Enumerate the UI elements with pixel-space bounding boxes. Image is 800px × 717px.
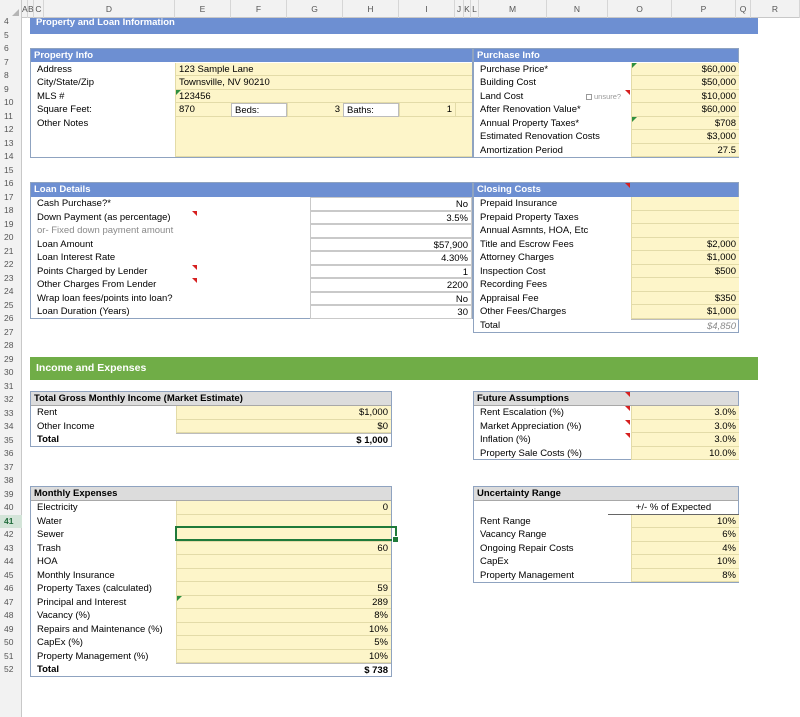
expenses-value[interactable]: 5% xyxy=(176,636,391,650)
loan_details-label: Loan Interest Rate xyxy=(37,252,116,263)
purchase_info-value[interactable]: $10,000 xyxy=(631,90,739,104)
closing_costs-value[interactable]: $2,000 xyxy=(631,238,739,252)
loan_details-value: 4.30% xyxy=(310,251,472,265)
income-box xyxy=(30,391,392,447)
expenses-label: Electricity xyxy=(37,502,78,513)
sheet-grid[interactable] xyxy=(22,18,800,717)
expenses-label: Repairs and Maintenance (%) xyxy=(37,623,163,635)
row-header[interactable]: 4 xyxy=(4,16,9,26)
future-label: Inflation (%) xyxy=(480,434,531,445)
row-header[interactable]: 52 xyxy=(4,664,14,674)
purchase_info-label: Building Cost xyxy=(480,77,536,88)
monthly-expenses-box xyxy=(30,486,392,677)
income-value[interactable]: $1,000 xyxy=(176,406,391,420)
expenses-value[interactable]: 0 xyxy=(176,501,391,515)
row-header[interactable]: 11 xyxy=(4,110,13,121)
col-header-j[interactable]: J xyxy=(455,0,464,18)
loan_details-label: Loan Amount xyxy=(37,238,93,250)
closing_costs-value[interactable] xyxy=(631,278,739,292)
uncertainty-label: Property Management xyxy=(480,569,574,581)
loan_details-value: 3.5% xyxy=(310,211,472,225)
closing_costs-value[interactable] xyxy=(631,224,739,238)
col-header-e[interactable]: E xyxy=(175,0,231,18)
income-value: $ 1,000 xyxy=(176,433,391,447)
purchase_info-value[interactable]: $60,000 xyxy=(631,103,739,117)
purchase_info-label: Amortization Period xyxy=(480,144,563,156)
comment-indicator xyxy=(625,433,630,438)
closing_costs-value[interactable]: $350 xyxy=(631,292,739,306)
future-value[interactable]: 3.0% xyxy=(631,433,739,447)
row-header[interactable]: 46 xyxy=(4,583,14,593)
row-header[interactable]: 40 xyxy=(4,502,14,512)
column-header-bar xyxy=(0,0,800,18)
row-header[interactable]: 7 xyxy=(4,56,9,67)
baths-input[interactable]: 1 xyxy=(399,103,455,117)
future-label: Property Sale Costs (%) xyxy=(480,447,582,459)
row-header[interactable]: 5 xyxy=(4,29,9,40)
col-header-q[interactable]: Q xyxy=(736,0,751,18)
row-header[interactable]: 47 xyxy=(4,596,14,607)
expenses-label: Property Taxes (calculated) xyxy=(37,583,152,594)
beds-label: Beds: xyxy=(231,103,287,117)
row-header[interactable]: 24 xyxy=(4,286,14,296)
uncertainty-value[interactable]: 8% xyxy=(631,569,739,583)
income-title: Total Gross Monthly Income (Market Estimate) xyxy=(31,392,391,406)
error-indicator xyxy=(177,596,182,601)
row-header[interactable]: 30 xyxy=(4,367,14,377)
row-header[interactable]: 39 xyxy=(4,488,14,499)
purchase_info-value[interactable]: $60,000 xyxy=(631,63,739,77)
expenses-label: HOA xyxy=(37,556,58,567)
row-header[interactable]: 51 xyxy=(4,650,14,661)
uncertainty-range-title: Uncertainty Range xyxy=(474,487,738,501)
row-header[interactable]: 23 xyxy=(4,272,14,283)
closing_costs-label: Title and Escrow Fees xyxy=(480,238,574,250)
expenses-label: Sewer xyxy=(37,529,64,540)
col-header-b[interactable]: B xyxy=(28,0,34,18)
notes-label: Other Notes xyxy=(37,117,89,129)
checkbox-icon[interactable] xyxy=(586,94,592,100)
uncertainty-value[interactable]: 6% xyxy=(631,528,739,542)
baths-label: Baths: xyxy=(343,103,399,117)
row-header[interactable]: 41 xyxy=(0,515,22,529)
income-label: Rent xyxy=(37,407,58,418)
row-header[interactable]: 15 xyxy=(4,164,14,175)
loan_details-value xyxy=(310,224,472,238)
unsure-checkbox[interactable] xyxy=(586,90,621,104)
closing_costs-value[interactable]: $500 xyxy=(631,265,739,279)
closing_costs-label: Recording Fees xyxy=(480,279,548,290)
purchase-info-title: Purchase Info xyxy=(474,49,738,63)
row-header[interactable]: 26 xyxy=(4,313,14,323)
purchase-info-box xyxy=(473,48,739,158)
baths-spacer xyxy=(455,103,472,117)
closing_costs-value[interactable]: $1,000 xyxy=(631,251,739,265)
expenses-label: CapEx (%) xyxy=(37,637,83,648)
comment-indicator xyxy=(192,265,197,270)
loan_details-value: 30 xyxy=(310,305,472,319)
row-header[interactable]: 8 xyxy=(4,70,9,80)
uncertainty-value[interactable]: 4% xyxy=(631,542,739,556)
row-header[interactable]: 10 xyxy=(4,97,14,107)
income-expenses-band: Income and Expenses xyxy=(30,357,758,380)
expenses-label: Vacancy (%) xyxy=(37,610,91,621)
row-header[interactable]: 22 xyxy=(4,259,14,269)
expenses-label: Principal and Interest xyxy=(37,596,127,608)
expenses-value[interactable] xyxy=(176,555,391,569)
address-label: Address xyxy=(37,63,72,75)
loan_details-value: 2200 xyxy=(310,278,472,292)
future-value[interactable]: 3.0% xyxy=(631,406,739,420)
col-header-n[interactable]: N xyxy=(547,0,608,18)
row-header[interactable]: 16 xyxy=(4,178,14,188)
expenses-label: Property Management (%) xyxy=(37,650,149,662)
row-header[interactable]: 49 xyxy=(4,623,14,634)
col-header-c[interactable]: C xyxy=(34,0,44,18)
expenses-value[interactable]: 289 xyxy=(176,596,391,610)
col-header-k[interactable]: K xyxy=(464,0,471,18)
row-header[interactable]: 25 xyxy=(4,299,14,310)
row-header[interactable]: 38 xyxy=(4,475,14,485)
loan-details-title: Loan Details xyxy=(31,183,472,197)
city-label: City/State/Zip xyxy=(37,77,95,88)
row-header[interactable]: 13 xyxy=(4,137,14,148)
loan_details-label: Other Charges From Lender xyxy=(37,279,157,290)
row-header[interactable]: 31 xyxy=(4,380,14,391)
error-indicator xyxy=(176,90,181,95)
row-header[interactable]: 43 xyxy=(4,542,14,553)
comment-indicator xyxy=(625,420,630,425)
col-header-o[interactable]: O xyxy=(608,0,672,18)
expenses-label: Monthly Insurance xyxy=(37,569,115,581)
expenses-label: Total xyxy=(37,664,59,675)
property-info-box xyxy=(30,48,473,158)
monthly-expenses-title: Monthly Expenses xyxy=(31,487,391,501)
row-header[interactable]: 37 xyxy=(4,461,14,472)
loan_details-value: $57,900 xyxy=(310,238,472,252)
uncertainty-value[interactable]: 10% xyxy=(631,515,739,529)
row-header[interactable]: 29 xyxy=(4,353,14,364)
selected-cell[interactable] xyxy=(175,526,397,541)
mls-label: MLS # xyxy=(37,90,65,102)
uncertainty-label: Rent Range xyxy=(480,515,531,527)
comment-indicator xyxy=(192,211,197,216)
comment-indicator xyxy=(625,392,630,397)
closing_costs-value[interactable]: $1,000 xyxy=(631,305,739,319)
error-indicator xyxy=(632,117,637,122)
loan_details-value: 1 xyxy=(310,265,472,279)
expenses-value[interactable]: 8% xyxy=(176,609,391,623)
uncertainty-label: Ongoing Repair Costs xyxy=(480,542,574,554)
closing-costs-box xyxy=(473,182,739,333)
unsure-label: unsure? xyxy=(594,91,622,101)
row-header[interactable]: 17 xyxy=(4,191,14,202)
col-header-g[interactable]: G xyxy=(287,0,343,18)
loan_details-value: No xyxy=(310,292,472,306)
row-header[interactable]: 33 xyxy=(4,407,14,418)
loan_details-label: Wrap loan fees/points into loan? xyxy=(37,292,173,304)
notes-input[interactable] xyxy=(175,117,472,157)
comment-indicator xyxy=(625,90,630,95)
purchase_info-label: After Renovation Value* xyxy=(480,104,581,115)
col-header-d[interactable]: D xyxy=(44,0,175,18)
future-label: Rent Escalation (%) xyxy=(480,407,564,418)
col-header-m[interactable]: M xyxy=(479,0,547,18)
loan-details-box xyxy=(30,182,473,319)
row-header[interactable]: 18 xyxy=(4,205,14,215)
sqft-label: Square Feet: xyxy=(37,104,92,115)
purchase_info-label: Land Cost xyxy=(480,90,524,102)
future-label: Market Appreciation (%) xyxy=(480,420,582,432)
closing_costs-label: Prepaid Property Taxes xyxy=(480,211,579,223)
row-header[interactable]: 42 xyxy=(4,529,14,539)
expenses-value[interactable] xyxy=(176,569,391,583)
row-header[interactable]: 34 xyxy=(4,421,14,431)
expenses-label: Water xyxy=(37,515,62,527)
loan_details-label: Cash Purchase?* xyxy=(37,198,111,209)
property-loan-band: Property and Loan Information xyxy=(30,18,758,34)
row-header[interactable]: 32 xyxy=(4,394,14,404)
mls-input[interactable]: 123456 xyxy=(175,90,472,104)
col-header-a[interactable]: A xyxy=(22,0,28,18)
address-input[interactable]: 123 Sample Lane xyxy=(175,63,472,77)
row-header[interactable]: 14 xyxy=(4,151,14,161)
purchase_info-value[interactable]: 27.5 xyxy=(631,144,739,158)
uncertainty-label: CapEx xyxy=(480,556,509,567)
sqft-input[interactable]: 870 xyxy=(175,103,231,117)
row-header[interactable]: 9 xyxy=(4,83,9,94)
loan_details-label: or- Fixed down payment amount xyxy=(37,225,174,236)
purchase_info-value[interactable]: $3,000 xyxy=(631,130,739,144)
comment-indicator xyxy=(192,278,197,283)
expenses-label: Trash xyxy=(37,542,61,554)
row-header[interactable]: 12 xyxy=(4,124,14,134)
closing_costs-label: Prepaid Insurance xyxy=(480,198,558,209)
future-value[interactable]: 3.0% xyxy=(631,420,739,434)
expenses-value[interactable]: 10% xyxy=(176,623,391,637)
income-label: Total xyxy=(37,434,59,445)
row-header[interactable]: 44 xyxy=(4,556,14,566)
row-header[interactable]: 20 xyxy=(4,232,14,242)
closing_costs-value[interactable] xyxy=(631,211,739,225)
income-label: Other Income xyxy=(37,420,95,432)
closing_costs-label: Annual Asmnts, HOA, Etc xyxy=(480,225,589,236)
closing_costs-value[interactable] xyxy=(631,197,739,211)
purchase_info-label: Purchase Price* xyxy=(480,63,549,75)
row-header[interactable]: 28 xyxy=(4,340,14,350)
comment-indicator xyxy=(625,406,630,411)
future-value[interactable]: 10.0% xyxy=(631,447,739,461)
closing_costs-label: Other Fees/Charges xyxy=(480,306,567,317)
expenses-value: $ 738 xyxy=(176,663,391,677)
row-header[interactable]: 35 xyxy=(4,434,14,445)
future-assumptions-box xyxy=(473,391,739,460)
uncertainty-range-box xyxy=(473,486,739,583)
closing_costs-label: Inspection Cost xyxy=(480,265,546,277)
loan_details-label: Loan Duration (Years) xyxy=(37,306,130,317)
row-header[interactable]: 50 xyxy=(4,637,14,647)
row-header[interactable]: 6 xyxy=(4,43,9,53)
loan_details-label: Points Charged by Lender xyxy=(37,265,148,277)
col-header-h[interactable]: H xyxy=(343,0,399,18)
closing-costs-title: Closing Costs xyxy=(474,183,738,197)
comment-indicator xyxy=(625,183,630,188)
beds-input[interactable]: 3 xyxy=(287,103,343,117)
error-indicator xyxy=(632,63,637,68)
future-assumptions-title: Future Assumptions xyxy=(474,392,738,406)
uncertainty-value[interactable]: 10% xyxy=(631,555,739,569)
purchase_info-value[interactable]: $708 xyxy=(631,117,739,131)
uncertainty-col-header: +/- % of Expected xyxy=(608,501,739,515)
city-input[interactable]: Townsville, NV 90210 xyxy=(175,76,472,90)
closing_costs-label: Attorney Charges xyxy=(480,252,554,263)
purchase_info-value[interactable]: $50,000 xyxy=(631,76,739,90)
row-header-bar xyxy=(0,18,22,717)
loan_details-value: No xyxy=(310,197,472,211)
income-value[interactable]: $0 xyxy=(176,420,391,434)
closing_costs-label: Appraisal Fee xyxy=(480,292,539,304)
expenses-value[interactable]: 10% xyxy=(176,650,391,664)
row-header[interactable]: 48 xyxy=(4,610,14,620)
col-header-p[interactable]: P xyxy=(672,0,736,18)
row-header[interactable]: 36 xyxy=(4,448,14,458)
loan_details-label: Down Payment (as percentage) xyxy=(37,211,171,223)
col-header-l[interactable]: L xyxy=(471,0,479,18)
col-header-f[interactable]: F xyxy=(231,0,287,18)
expenses-value[interactable]: 60 xyxy=(176,542,391,556)
row-header[interactable]: 45 xyxy=(4,569,14,580)
row-header[interactable]: 21 xyxy=(4,245,14,256)
row-header[interactable]: 27 xyxy=(4,326,14,337)
col-header-r[interactable]: R xyxy=(751,0,800,18)
property-info-title: Property Info xyxy=(31,49,472,63)
row-header[interactable]: 19 xyxy=(4,218,14,229)
col-header-i[interactable]: I xyxy=(399,0,455,18)
purchase_info-label: Annual Property Taxes* xyxy=(480,117,580,129)
uncertainty-label: Vacancy Range xyxy=(480,529,547,540)
purchase_info-label: Estimated Renovation Costs xyxy=(480,131,600,142)
closing_costs-value: $4,850 xyxy=(631,319,739,333)
expenses-value[interactable]: 59 xyxy=(176,582,391,596)
closing_costs-label: Total xyxy=(480,319,501,331)
